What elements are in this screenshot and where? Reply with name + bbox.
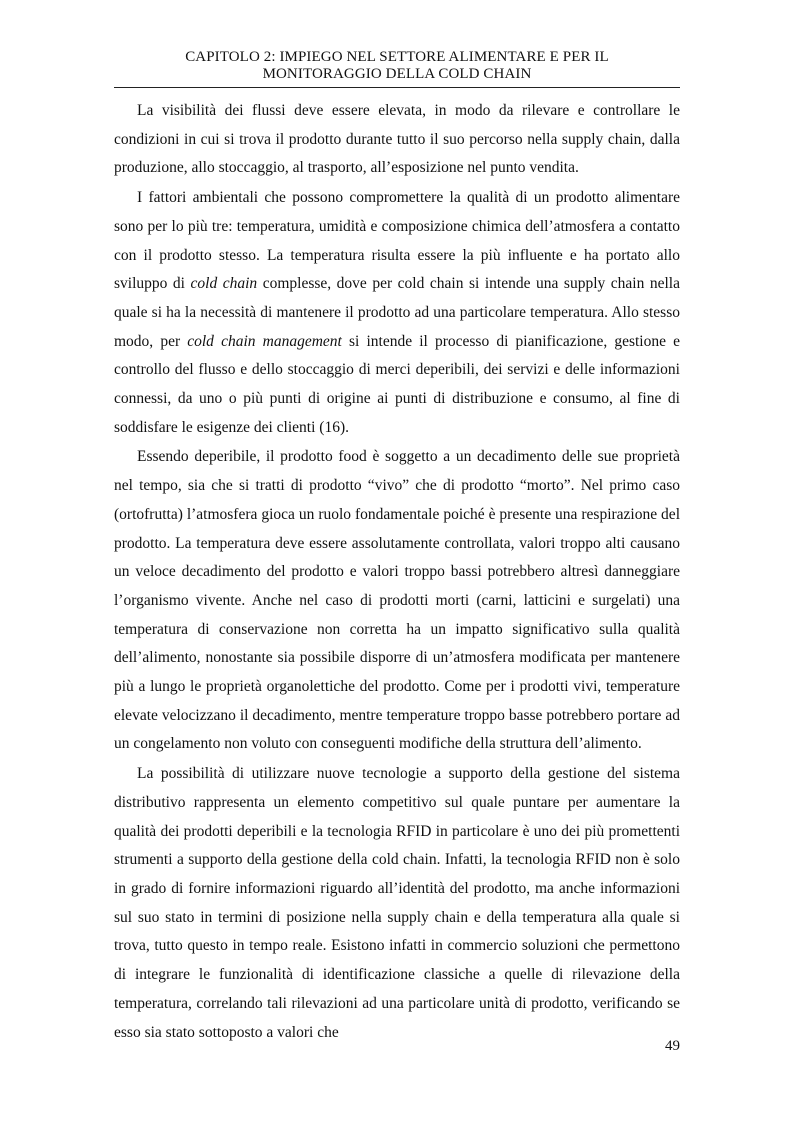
body-text [114, 97, 680, 1048]
paragraph-3: Essendo deperibile, il prodotto food è soggetto a un decadimento delle sue proprietà nel tempo, sia che si tratti di prodotto “vivo” che di prodotto “morto”. Nel primo caso (ortofrutta) l’atmosfera gioca un ruolo fondamentale poiché è presente una respirazione del prodotto. La temperatura deve essere assolutamente controllata, valori troppo alti causano un veloce decadimento del prodotto e valori troppo bassi potrebbero altresì danneggiare l’organismo vivente. Anche nel caso di prodotti morti (carni, latticini e surgelati) una temperatura di conservazione non corretta ha un impatto significativo sulla qualità dell’alimento, nonostante sia possibile disporre di un’atmosfera modificata per mantenere più a lungo le proprietà organolettiche del prodotto. Come per i prodotti vivi, temperature elevate velocizzano il decadimento, mentre temperature troppo basse potrebbero portare ad un congelamento non voluto con conseguenti modifiche della struttura dell’alimento. [114, 448, 680, 753]
term-cold-chain: cold chain [190, 275, 258, 293]
header-line-2: MONITORAGGIO DELLA COLD CHAIN [262, 66, 532, 82]
paragraph-2-part-b: complesse, dove per cold chain si intende una supply chain nella quale si ha la necessità di mantenere il prodotto ad una particolare temperatura. Allo stesso modo, per [114, 275, 680, 350]
page-number: 49 [665, 1038, 680, 1054]
header-rule [114, 87, 680, 88]
running-header [114, 49, 680, 83]
paragraph-2-part-c: si intende il processo di pianificazione, gestione e controllo del flusso e dello stoccaggio di merci deperibili, dei servizi e delle informazioni connessi, da uno o più punti di origine ai punti di distribuzione e consumo, al fine di soddisfare le esigenze dei clienti (16). [114, 332, 681, 436]
paragraph-2 [114, 184, 680, 442]
paragraph-1: La visibilità dei flussi deve essere elevata, in modo da rilevare e controllare le condizioni in cui si trova il prodotto durante tutto il suo percorso nella supply chain, dalla produzione, allo stoccaggio, al trasporto, all’esposizione nel punto vendita. [114, 102, 680, 177]
paragraph-4: La possibilità di utilizzare nuove tecnologie a supporto della gestione del sistema distributivo rappresenta un elemento competitivo sul quale puntare per aumentare la qualità dei prodotti deperibili e la tecnologia RFID in particolare è uno dei più promettenti strumenti a supporto della gestione della cold chain. Infatti, la tecnologia RFID non è solo in grado di fornire informazioni riguardo all’identità del prodotto, ma anche informazioni sul suo stato in termini di posizione nella supply chain e della temperatura alla quale si trova, tutto questo in tempo reale. Esistono infatti in commercio soluzioni che permettono di integrare le funzionalità di identificazione classiche a quelle di rilevazione della temperatura, correlando tali rilevazioni ad una particolare unità di prodotto, verificando se esso sia stato sottoposto a valori che [114, 765, 680, 1041]
term-cold-chain-management: cold chain management [187, 332, 342, 350]
header-line-1: CAPITOLO 2: IMPIEGO NEL SETTORE ALIMENTARE E PER IL [185, 49, 609, 65]
paragraph-2-part-a: I fattori ambientali che possono compromettere la qualità di un prodotto alimentare sono per lo più tre: temperatura, umidità e composizione chimica dell’atmosfera a contatto con il prodotto stesso. La temperatura risulta essere la più influente e ha portato allo sviluppo di [114, 189, 680, 293]
